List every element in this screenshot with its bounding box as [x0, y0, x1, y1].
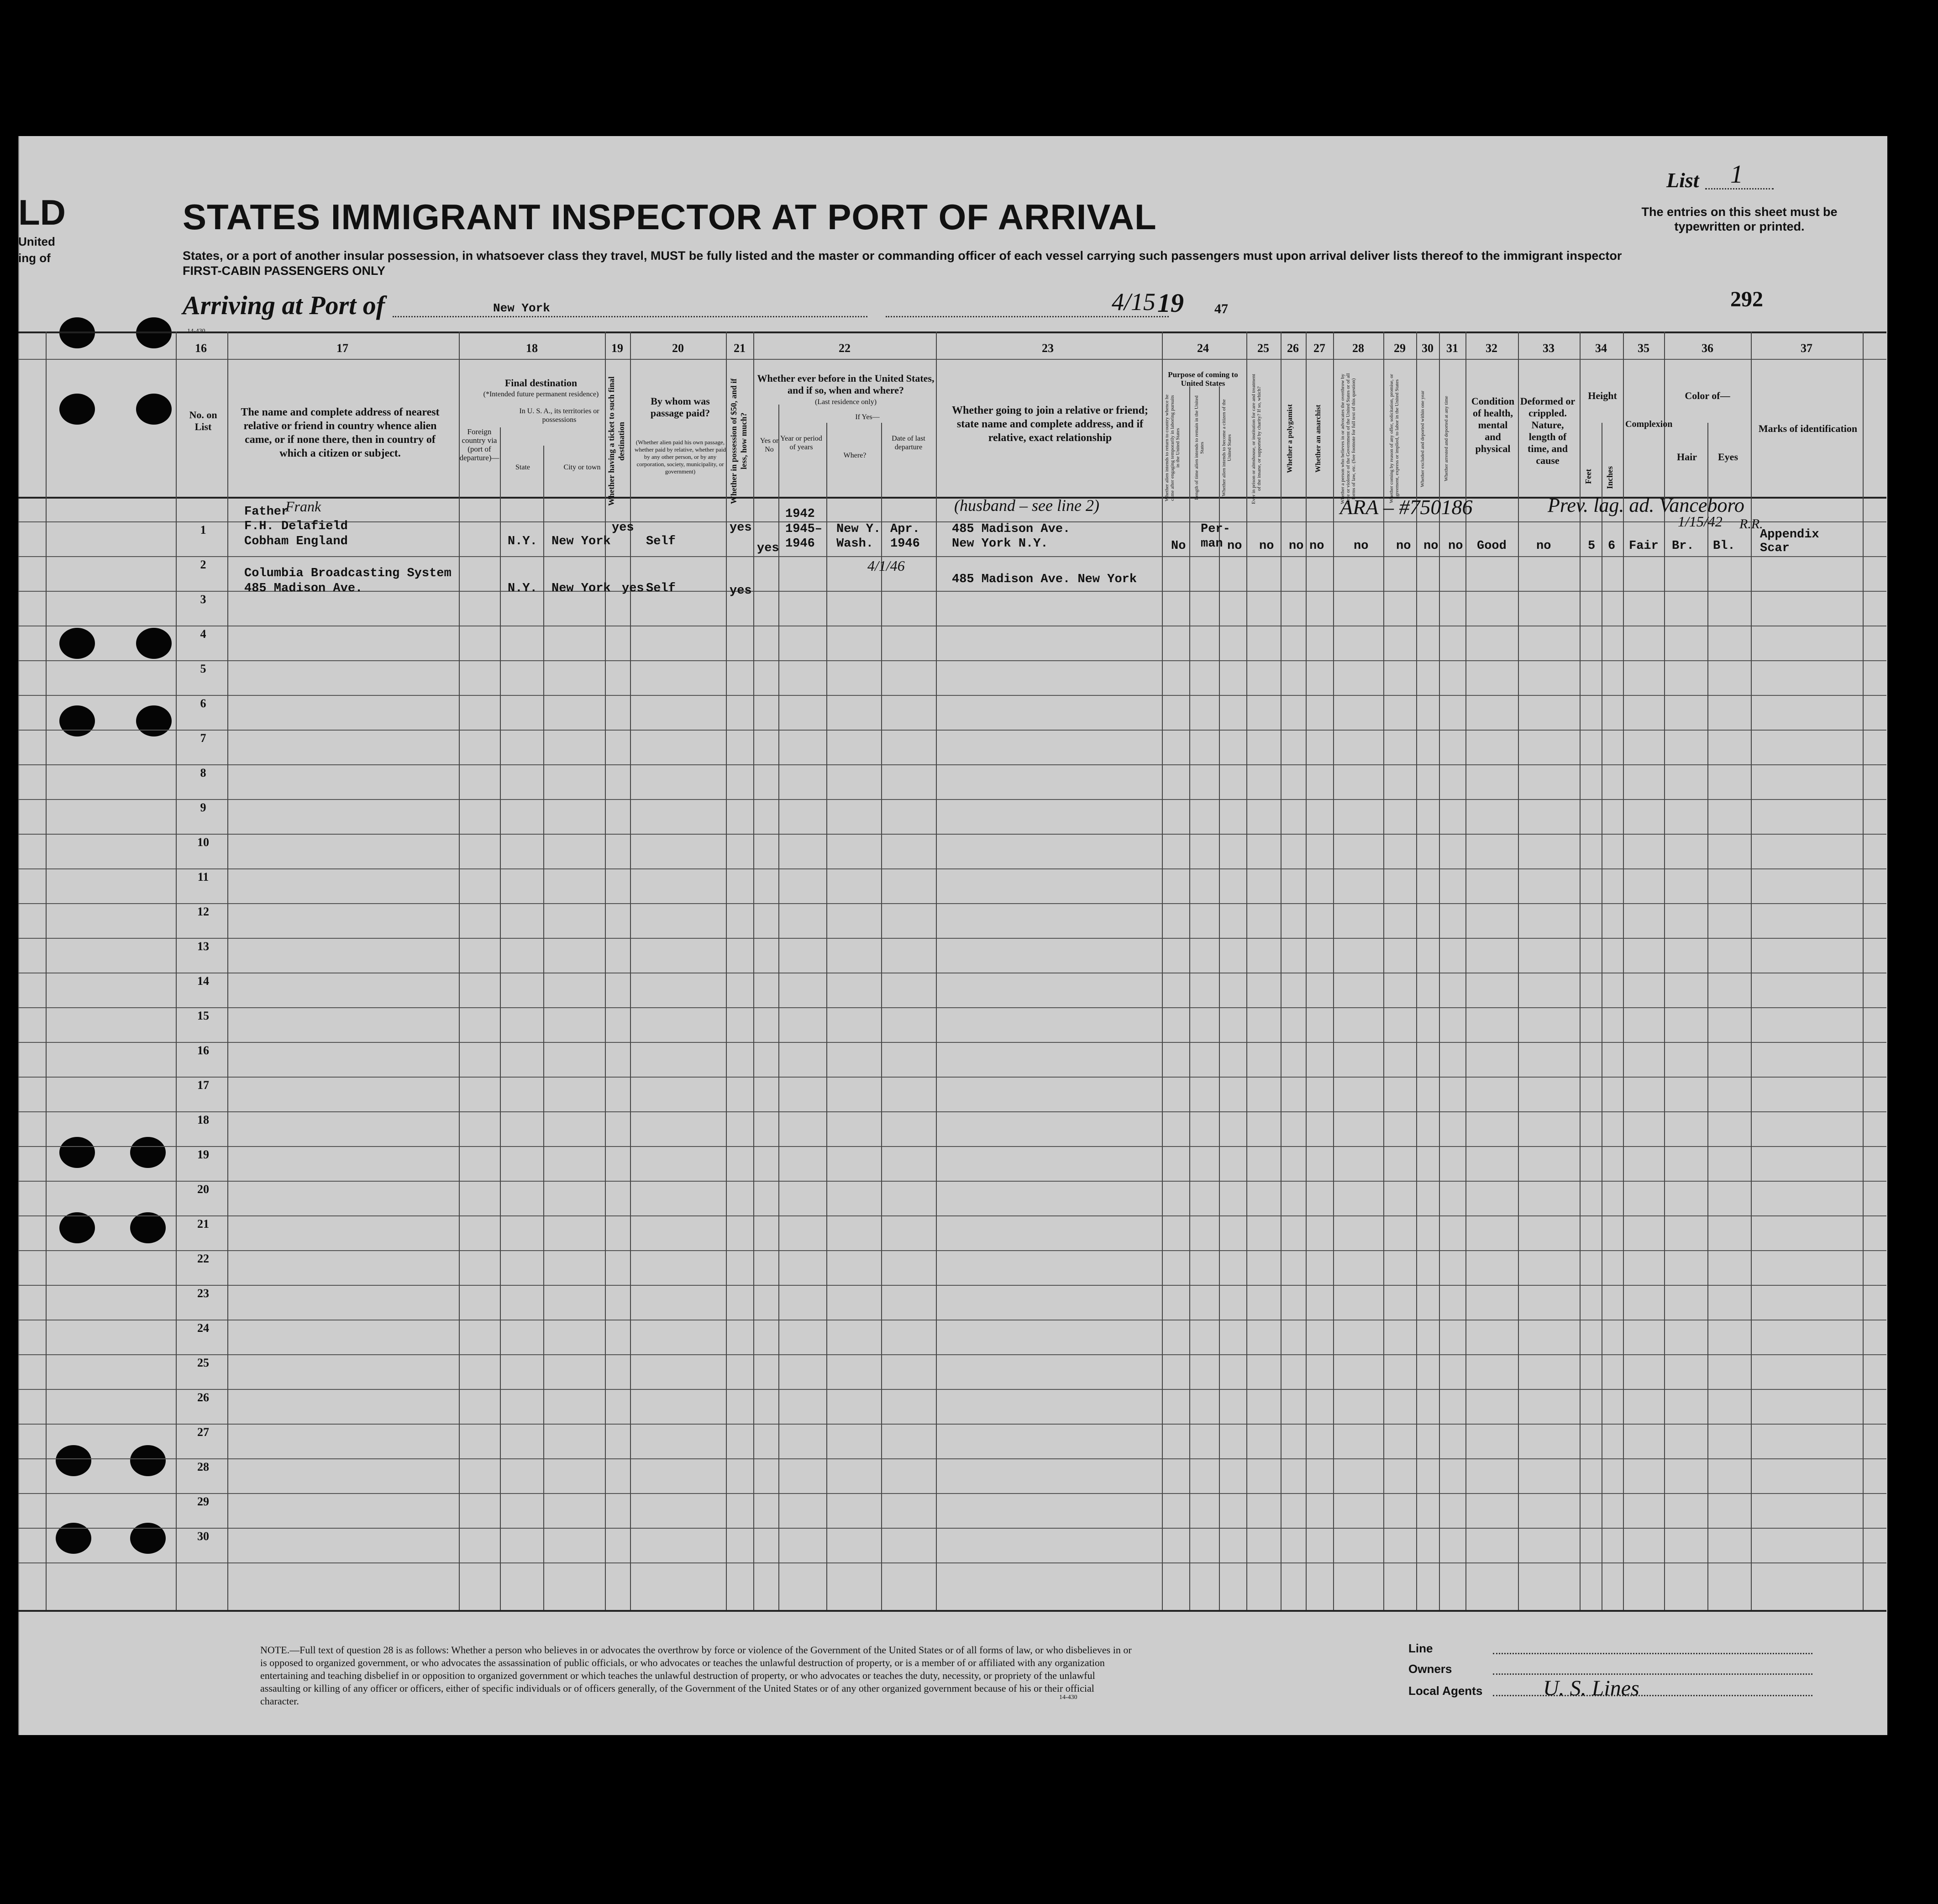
arrival-date: 4/15 — [1112, 288, 1156, 316]
table-rule — [18, 1007, 1886, 1008]
row1-years2: 1945– — [785, 522, 823, 536]
table-column-rule — [1383, 331, 1384, 1610]
column-number: 36 — [1702, 342, 1713, 355]
column-number: 20 — [672, 342, 684, 355]
row-number: 14 — [197, 974, 209, 988]
row1-hand-ara: ARA – #750186 — [1340, 495, 1473, 519]
table-rule — [18, 359, 1886, 360]
row-number: 27 — [197, 1425, 209, 1439]
table-rule — [18, 1215, 1886, 1216]
row1-where1: New Y. — [836, 522, 881, 536]
row-number: 21 — [197, 1217, 209, 1231]
row1-health: Good — [1477, 539, 1507, 553]
row1-q31: no — [1448, 539, 1463, 553]
row-number: 3 — [200, 593, 206, 606]
row-number: 20 — [197, 1183, 209, 1196]
row1-polygamist: no — [1289, 539, 1304, 553]
row2-join1: 485 Madison Ave. New York — [952, 573, 1137, 586]
row1-anarchist: no — [1309, 539, 1324, 553]
form-number-top: 14-430 — [187, 328, 205, 335]
table-rule — [18, 1493, 1886, 1494]
table-rule — [18, 331, 1886, 333]
entry-note: The entries on this sheet must be typewritten or printed. — [1641, 205, 1838, 233]
row1-relative-line3: Cobham England — [244, 535, 348, 548]
row-number: 28 — [197, 1460, 209, 1473]
left-margin-big: LD — [18, 192, 66, 232]
table-column-rule — [1465, 331, 1466, 1610]
table-rule — [18, 1146, 1886, 1147]
row1-money: yes — [730, 521, 752, 535]
header-col24: Purpose of coming to United States — [1168, 370, 1238, 388]
row-number: 10 — [197, 836, 209, 849]
table-column-rule — [605, 331, 606, 1610]
header-col18-city: City or town — [563, 463, 601, 471]
row-number: 24 — [197, 1321, 209, 1335]
column-number: 18 — [526, 342, 538, 355]
row-number: 26 — [197, 1391, 209, 1404]
table-rule — [18, 660, 1886, 661]
table-column-rule — [826, 423, 827, 1610]
table-rule — [18, 1458, 1886, 1459]
table-rule — [18, 868, 1886, 869]
table-rule — [18, 730, 1886, 731]
row1-citizen: no — [1227, 539, 1242, 553]
row-number: 6 — [200, 697, 206, 710]
table-column-rule — [726, 331, 727, 1610]
row1-prison: no — [1259, 539, 1274, 553]
row-number: 4 — [200, 627, 206, 641]
line-field — [1493, 1653, 1812, 1654]
column-number: 21 — [734, 342, 746, 355]
list-label: List — [1666, 168, 1699, 192]
table-column-rule — [1189, 386, 1190, 1610]
header-col22-ifyes: If Yes— — [855, 413, 880, 421]
row1-city: New York — [551, 535, 611, 548]
line-label: Line — [1408, 1641, 1433, 1655]
table-rule — [18, 799, 1886, 800]
row1-hand-prev: Prev. lag. ad. Vanceboro — [1548, 494, 1744, 516]
header-col36: Color of— — [1685, 390, 1730, 401]
row2-ticket: yes — [622, 582, 644, 595]
manifest-table — [18, 331, 1886, 1610]
row-number: 30 — [197, 1530, 209, 1543]
header-col18: Final destination — [504, 377, 578, 389]
row-number: 29 — [197, 1495, 209, 1508]
header-col30: Whether excluded and deported within one year — [1420, 390, 1425, 487]
header-col24-b: Length of time alien intends to remain in the United States — [1194, 395, 1205, 500]
row2-money: yes — [730, 584, 752, 598]
table-rule — [18, 1285, 1886, 1286]
table-rule — [18, 1528, 1886, 1529]
column-number: 19 — [611, 342, 623, 355]
header-col36-eyes: Eyes — [1718, 451, 1738, 463]
column-number: 32 — [1486, 342, 1497, 355]
table-rule — [18, 556, 1886, 557]
list-number: 1 — [1730, 160, 1743, 189]
table-column-rule — [881, 423, 882, 1610]
arriving-label: Arriving at Port of — [183, 290, 385, 320]
table-column-rule — [778, 405, 779, 1610]
header-col32: Condition of health, mental and physical — [1471, 395, 1515, 454]
column-number: 16 — [195, 342, 207, 355]
row1-hand-rr: R.R. — [1739, 516, 1763, 531]
header-col22: Whether ever before in the United States, and if so, when and where? — [757, 373, 935, 396]
column-number: 29 — [1394, 342, 1406, 355]
table-column-rule — [1246, 331, 1247, 1610]
table-column-rule — [1333, 331, 1334, 1610]
header-col18-foreign: Foreign country via (port of departure)— — [459, 427, 499, 462]
local-agents-label: Local Agents — [1408, 1684, 1483, 1698]
row2-passage: Self — [646, 582, 676, 595]
row-number: 1 — [200, 523, 206, 536]
date-line — [886, 316, 1169, 317]
table-column-rule — [543, 446, 544, 1610]
form-title: STATES IMMIGRANT INSPECTOR AT PORT OF ARRIVAL — [183, 197, 1157, 237]
row1-eyes: Bl. — [1713, 539, 1735, 553]
row1-before: yes — [757, 542, 779, 555]
column-number: 35 — [1638, 342, 1649, 355]
local-agents-signature: U. S. Lines — [1543, 1676, 1639, 1700]
table-column-rule — [1664, 331, 1665, 1610]
row1-passage: Self — [646, 535, 676, 548]
table-rule — [18, 695, 1886, 696]
header-col22-where: Where? — [843, 452, 867, 459]
row-number: 5 — [200, 662, 206, 675]
row-number: 23 — [197, 1287, 209, 1300]
left-margin-small-2: ing of — [18, 251, 51, 265]
row1-length1: Per- — [1201, 522, 1230, 536]
form-subtitle: States, or a port of another insular possession, in whatsoever class they travel, MUST be fully listed and the master or commanding officer of each vessel carrying such passengers must upon arrival deliver lists thereof to the immigrant inspector — [183, 249, 1622, 263]
row1-length2: man — [1201, 537, 1223, 551]
header-col16: No. on List — [189, 409, 217, 432]
header-col20: By whom was passage paid? — [650, 395, 710, 419]
first-cabin-label: FIRST-CABIN PASSENGERS ONLY — [183, 264, 386, 278]
table-column-rule — [227, 331, 228, 1610]
column-number: 27 — [1313, 342, 1325, 355]
table-rule — [18, 903, 1886, 904]
row1-date2: 1946 — [890, 537, 920, 551]
table-column-rule — [1162, 331, 1163, 1610]
header-col24-c: Whether alien intends to become a citizen of the United States — [1221, 399, 1232, 497]
table-rule — [18, 1181, 1886, 1182]
row-number: 25 — [197, 1356, 209, 1369]
row1-ticket: yes — [612, 521, 634, 535]
row2-date-hand: 4/1/46 — [867, 558, 905, 574]
table-column-rule — [46, 331, 47, 1610]
row1-where2: Wash. — [836, 537, 874, 551]
table-column-rule — [176, 331, 177, 1610]
row1-return: No — [1171, 539, 1186, 553]
header-col22-date: Date of last departure — [892, 435, 925, 451]
table-rule — [18, 1610, 1886, 1612]
left-margin-text — [18, 192, 66, 266]
row1-q29: no — [1396, 539, 1411, 553]
table-rule — [18, 1042, 1886, 1043]
row1-relative-line2: F.H. Delafield — [244, 520, 348, 533]
header-col21: Whether in possession of $50, and if less, how much? — [729, 378, 748, 504]
port-name: New York — [493, 301, 550, 315]
row1-hand-date: 1/15/42 — [1678, 513, 1723, 530]
row1-marks2: Scar — [1760, 542, 1790, 555]
row1-hair: Br. — [1672, 539, 1694, 553]
row2-relative-line2: 485 Madison Ave. — [244, 582, 363, 595]
row1-join2: New York N.Y. — [952, 537, 1048, 551]
column-number: 28 — [1352, 342, 1364, 355]
row-number: 7 — [200, 731, 206, 745]
header-col17: The name and complete address of nearest relative or friend in country whence alien came, or if none there, then in country of which a citizen or subject. — [241, 406, 440, 459]
header-col36-hair: Hair — [1677, 451, 1697, 463]
header-col22-year: Year or period of years — [780, 435, 822, 451]
row1-q30: no — [1423, 539, 1439, 553]
table-column-rule — [1623, 331, 1624, 1610]
year-suffix: 47 — [1214, 301, 1228, 316]
owners-field — [1493, 1673, 1812, 1675]
header-col29: Whether coming by reason of any offer, solicitation, promise, or agreement, express or implied, to labor in the United States — [1389, 374, 1400, 504]
row-number: 22 — [197, 1252, 209, 1265]
year-prefix: 19 — [1157, 288, 1184, 318]
table-column-rule — [753, 331, 754, 1610]
row-number: 18 — [197, 1113, 209, 1126]
row-number: 2 — [200, 558, 206, 571]
table-column-rule — [500, 427, 501, 1610]
table-column-rule — [936, 331, 937, 1610]
header-col35: Complexion — [1625, 419, 1673, 429]
column-number: 30 — [1422, 342, 1434, 355]
page-number: 292 — [1730, 287, 1763, 311]
header-col22-yesno: Yes or No — [760, 437, 779, 453]
table-column-rule — [1439, 331, 1440, 1610]
row-number: 12 — [197, 905, 209, 918]
row-number: 17 — [197, 1078, 209, 1092]
table-rule — [18, 1250, 1886, 1251]
column-number: 23 — [1042, 342, 1054, 355]
table-column-rule — [1863, 331, 1864, 1610]
table-rule — [18, 1562, 1886, 1563]
row1-relative-hand: Frank — [285, 498, 321, 515]
owners-label: Owners — [1408, 1662, 1452, 1676]
column-number: 22 — [839, 342, 851, 355]
row1-deformed: no — [1536, 539, 1551, 553]
table-column-rule — [1416, 331, 1417, 1610]
row2-relative-line1: Columbia Broadcasting System — [244, 567, 452, 580]
header-col33: Deformed or crippled. Nature, length of time, and cause — [1520, 395, 1576, 466]
form-number-bottom: 14-430 — [1059, 1694, 1077, 1701]
header-col18-state: State — [515, 463, 530, 471]
row-number: 15 — [197, 1009, 209, 1022]
table-column-rule — [1306, 331, 1307, 1610]
header-col23: Whether going to join a relative or friend; state name and complete address, and if relative, exact relationship — [952, 405, 1148, 444]
row1-complexion: Fair — [1629, 539, 1659, 553]
column-number: 25 — [1257, 342, 1269, 355]
header-col37: Marks of identification — [1758, 423, 1858, 434]
header-col27: Whether an anarchist — [1314, 405, 1322, 473]
header-col25: Ever in prison or almshouse, or institution for care and treatment of the insane, or supported by charity? If so, which? — [1251, 373, 1262, 504]
row-number: 16 — [197, 1044, 209, 1057]
column-number: 34 — [1595, 342, 1607, 355]
column-number: 37 — [1801, 342, 1812, 355]
header-col19: Whether having a ticket to such final destination — [607, 376, 626, 506]
row-number: 19 — [197, 1148, 209, 1161]
local-agents-field — [1493, 1695, 1812, 1696]
row1-feet: 5 — [1588, 539, 1596, 553]
table-rule — [18, 1354, 1886, 1355]
header-col18-note: (*Intended future permanent residence) — [483, 390, 599, 398]
column-number: 24 — [1197, 342, 1209, 355]
row1-marks1: Appendix — [1760, 528, 1819, 542]
row-number: 13 — [197, 940, 209, 953]
header-col34-inches: Inches — [1605, 466, 1614, 489]
table-rule — [18, 1389, 1886, 1390]
row1-join-hand: (husband – see line 2) — [954, 496, 1099, 515]
header-col22-note: (Last residence only) — [814, 398, 877, 406]
column-number: 33 — [1543, 342, 1555, 355]
table-rule — [18, 764, 1886, 765]
row2-state: N.Y. — [508, 582, 537, 595]
row1-date1: Apr. — [890, 522, 920, 536]
row1-join1: 485 Madison Ave. — [952, 522, 1071, 536]
table-rule — [18, 938, 1886, 939]
port-line — [393, 316, 867, 317]
table-column-rule — [1518, 331, 1519, 1610]
header-col28: Whether a person who believes in or advocates the overthrow by force or violence of the Government of the United States or of all forms of law, etc. (See footnote for full text of this question) — [1340, 373, 1356, 505]
row1-inches: 6 — [1608, 539, 1616, 553]
table-rule — [18, 834, 1886, 835]
table-rule — [18, 1077, 1886, 1078]
row-number: 11 — [197, 870, 209, 884]
row-number: 8 — [200, 766, 206, 779]
row-number: 9 — [200, 801, 206, 814]
header-col34-feet: Feet — [1584, 469, 1593, 484]
left-margin-small-1: United — [18, 235, 55, 248]
table-column-rule — [1580, 331, 1581, 1610]
header-col34: Height — [1588, 390, 1617, 401]
row1-q28: no — [1354, 539, 1369, 553]
row1-state: N.Y. — [508, 535, 537, 548]
header-col20-note: (Whether alien paid his own passage, whether paid by relative, whether paid by any other person, or by any corporation, society, municipality, or government) — [635, 439, 726, 475]
header-col24-a: Whether alien intends to return to country whence he came after engaging temporarily in laboring pursuits in the United States — [1164, 394, 1181, 501]
row2-city: New York — [551, 582, 611, 595]
header-col26: Whether a polygamist — [1286, 404, 1294, 473]
table-column-rule — [459, 331, 460, 1610]
header-col18-usa: In U. S. A., its territories or possessions — [519, 407, 599, 424]
row1-years1: 1942 — [785, 507, 815, 521]
table-rule — [18, 1424, 1886, 1425]
column-number: 17 — [336, 342, 348, 355]
table-column-rule — [1707, 423, 1708, 1610]
column-number: 31 — [1446, 342, 1458, 355]
question-28-note: NOTE.—Full text of question 28 is as follows: Whether a person who believes in or advocates the overthrow by force or violence of the Government of the United States or of all forms of law, or who disbelieves in or is opposed to organized government, or who advocates the assassination of public officials, or who advocates or teaches the unlawful destruction of property, or is a member of or affiliated with any organization entertaining and teaching disbelief in or opposition to organized government or which teaches the unlawful destruction of property, or who advocates or teaches the duty, necessity, or propriety of the unlawful assaulting or killing of any officer or officers, either of specific individuals or of officers generally, of the Government of the United States or of any other organized government because of his or their official character. — [260, 1644, 1132, 1707]
column-number: 26 — [1287, 342, 1299, 355]
table-rule — [18, 1111, 1886, 1112]
row1-relative-line1: Father — [244, 505, 289, 519]
header-col31: Whether arrested and deported at any time — [1444, 396, 1449, 482]
row1-years3: 1946 — [785, 537, 815, 551]
table-column-rule — [1219, 386, 1220, 1610]
